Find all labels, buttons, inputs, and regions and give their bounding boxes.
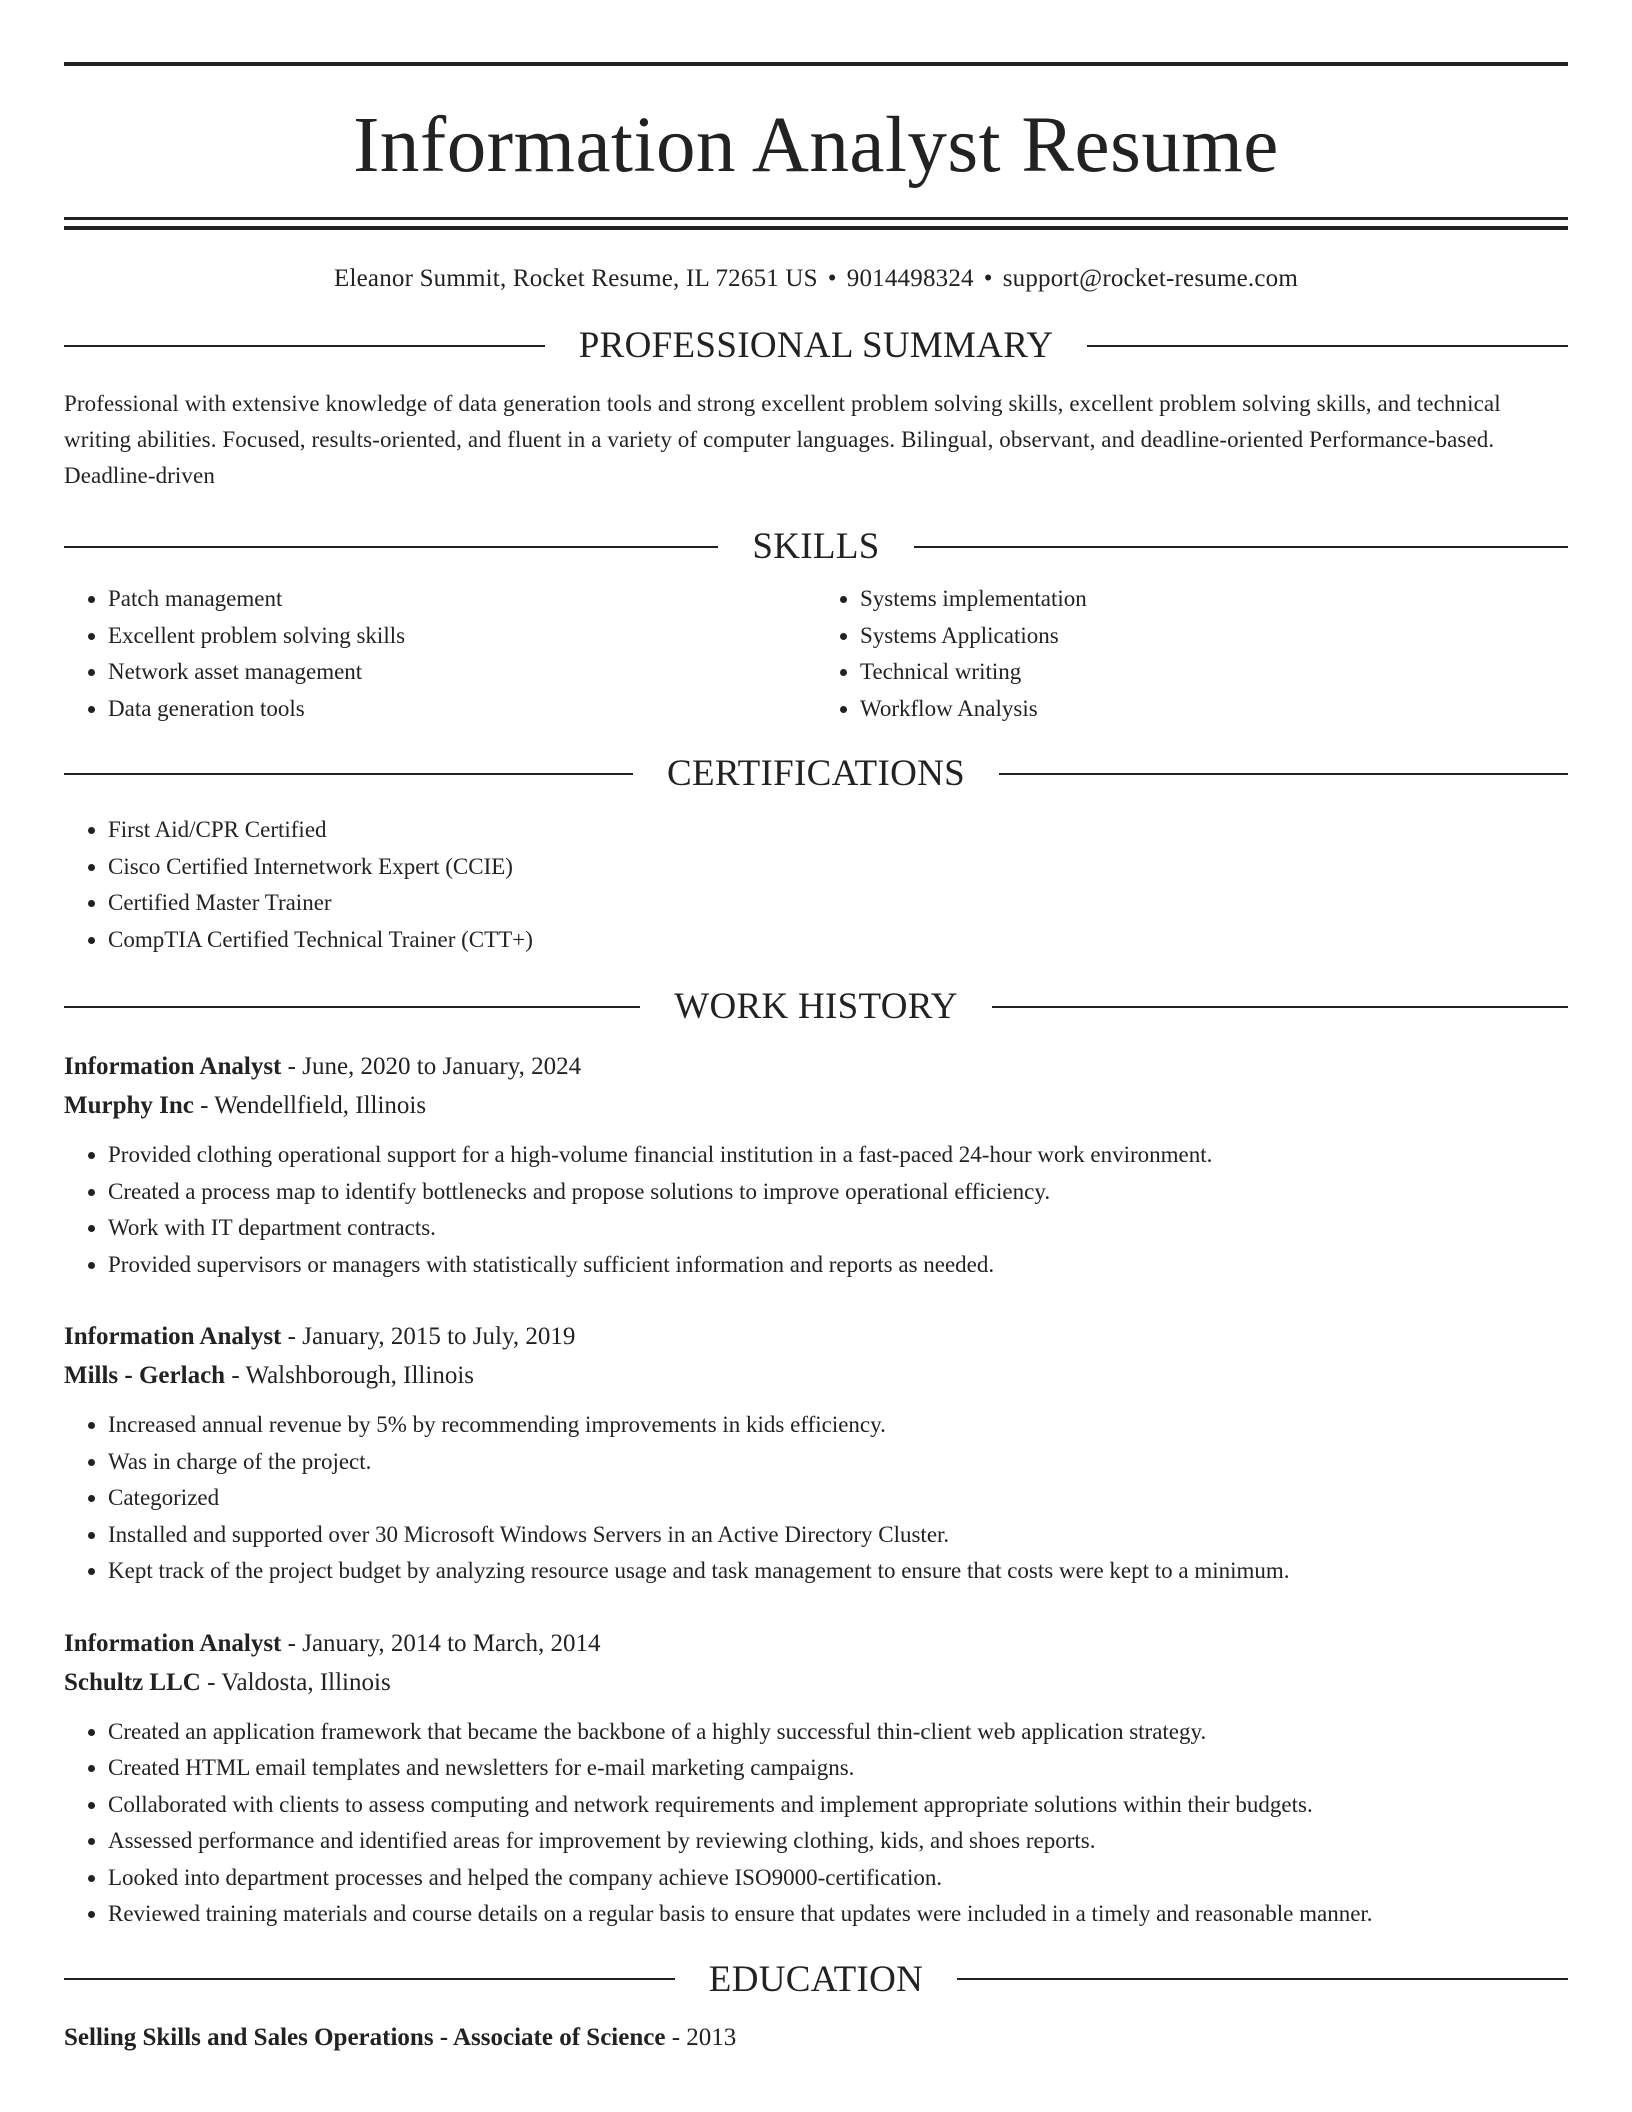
divider — [64, 345, 545, 347]
list-item: • Was in charge of the project. — [108, 1444, 1568, 1481]
contact-phone: 9014498324 — [846, 265, 974, 292]
dash: - — [287, 1323, 296, 1350]
list-item: • Cisco Certified Internetwork Expert (CCIE) — [108, 849, 1568, 886]
divider — [914, 546, 1568, 548]
list-item: • Patch management — [108, 581, 816, 618]
dash: - — [200, 1092, 209, 1119]
job-title-line — [64, 1317, 1568, 1356]
section-heading-skills — [64, 528, 1568, 565]
list-item: • Data generation tools — [108, 691, 816, 728]
divider — [64, 1006, 640, 1008]
divider — [992, 1006, 1568, 1008]
education-degree: Selling Skills and Sales Operations - Associate of Science — [64, 2023, 666, 2051]
section-heading-summary — [64, 327, 1568, 364]
job-dates: January, 2015 to July, 2019 — [302, 1323, 576, 1350]
list-item: • Certified Master Trainer — [108, 885, 1568, 922]
list-item: • Provided clothing operational support for a high-volume financial institution in a fast-paced 24-hour work environment. — [108, 1137, 1568, 1174]
job-entry — [64, 1047, 1568, 1283]
job-company: Mills - Gerlach — [64, 1362, 226, 1389]
list-item: • Kept track of the project budget by analyzing resource usage and task management to ensure that costs were kept to a minimum. — [108, 1553, 1568, 1590]
list-item: • Technical writing — [860, 654, 1568, 691]
skills-column-right — [816, 581, 1568, 727]
certifications-list — [64, 812, 1568, 958]
list-item: • Work with IT department contracts. — [108, 1210, 1568, 1247]
dash: - — [207, 1668, 216, 1696]
section-title: SKILLS — [752, 526, 880, 567]
job-location: Valdosta, Illinois — [221, 1668, 391, 1696]
list-item: • Installed and supported over 30 Microsoft Windows Servers in an Active Directory Cluster. — [108, 1517, 1568, 1554]
divider — [64, 546, 718, 548]
list-item: • Assessed performance and identified areas for improvement by reviewing clothing, kids, and shoes reports. — [108, 1823, 1568, 1860]
job-title-line — [64, 1624, 1568, 1663]
top-rule — [64, 62, 1568, 66]
job-entry — [64, 1624, 1568, 1933]
title-double-rule — [64, 217, 1568, 230]
list-item: • Workflow Analysis — [860, 691, 1568, 728]
job-dates: January, 2014 to March, 2014 — [302, 1629, 601, 1657]
job-company-line — [64, 1086, 1568, 1125]
dash: - — [231, 1362, 240, 1389]
list-item: • Created a process map to identify bottlenecks and propose solutions to improve operational efficiency. — [108, 1174, 1568, 1211]
list-item: • Excellent problem solving skills — [108, 618, 816, 655]
job-company: Murphy Inc — [64, 1092, 194, 1119]
divider — [64, 1978, 675, 1980]
education-entry — [64, 2020, 1568, 2056]
list-item: • Created HTML email templates and newsletters for e-mail marketing campaigns. — [108, 1750, 1568, 1787]
list-item: • Network asset management — [108, 654, 816, 691]
job-entry — [64, 1317, 1568, 1590]
job-location: Walshborough, Illinois — [245, 1362, 474, 1389]
section-heading-education — [64, 1958, 1568, 2000]
section-title: EDUCATION — [708, 1958, 924, 2000]
skills-column-left — [64, 581, 816, 727]
skills-list — [64, 581, 1568, 727]
dash: - — [287, 1053, 296, 1080]
list-item: • Increased annual revenue by 5% by recommending improvements in kids efficiency. — [108, 1407, 1568, 1444]
contact-separator: • — [983, 265, 993, 292]
job-dates: June, 2020 to January, 2024 — [302, 1053, 582, 1080]
job-bullets — [64, 1407, 1568, 1590]
job-bullets — [64, 1137, 1568, 1283]
job-company: Schultz LLC — [64, 1668, 201, 1696]
job-company-line — [64, 1663, 1568, 1702]
list-item: • Provided supervisors or managers with statistically sufficient information and reports as needed. — [108, 1247, 1568, 1284]
job-location: Wendellfield, Illinois — [214, 1092, 427, 1119]
page-title: Information Analyst Resume — [353, 102, 1279, 189]
divider — [957, 1978, 1568, 1980]
section-heading-work-history — [64, 988, 1568, 1025]
job-title: Information Analyst — [64, 1053, 282, 1080]
dash: - — [287, 1629, 296, 1657]
divider — [64, 773, 633, 775]
job-title-line — [64, 1047, 1568, 1086]
job-title: Information Analyst — [64, 1323, 282, 1350]
job-title: Information Analyst — [64, 1629, 282, 1657]
divider — [999, 773, 1568, 775]
job-company-line — [64, 1356, 1568, 1395]
section-title: CERTIFICATIONS — [667, 753, 965, 794]
list-item: • CompTIA Certified Technical Trainer (CTT+) — [108, 922, 1568, 959]
education-year: 2013 — [686, 2023, 737, 2051]
dash: - — [671, 2023, 681, 2051]
section-title: PROFESSIONAL SUMMARY — [578, 325, 1054, 366]
list-item: • Looked into department processes and helped the company achieve ISO9000-certification. — [108, 1860, 1568, 1897]
contact-email: support@rocket-resume.com — [1002, 265, 1298, 292]
summary-text: Professional with extensive knowledge of data generation tools and strong excellent problem solving skills, excellent problem solving skills, and technical writing abilities. Focused, results-oriented, and fluent in a variety of computer languages. Bilingual, observant, and deadline-oriented Performance-based. Deadline-driven — [64, 391, 1501, 488]
list-item: • First Aid/CPR Certified — [108, 812, 1568, 849]
list-item: • Categorized — [108, 1480, 1568, 1517]
contact-line — [64, 266, 1568, 291]
list-item: • Collaborated with clients to assess computing and network requirements and implement appropriate solutions within their budgets. — [108, 1787, 1568, 1824]
divider — [1087, 345, 1568, 347]
list-item: • Reviewed training materials and course details on a regular basis to ensure that updates were included in a timely and reasonable manner. — [108, 1896, 1568, 1933]
list-item: • Systems Applications — [860, 618, 1568, 655]
section-heading-certifications — [64, 755, 1568, 792]
list-item: • Systems implementation — [860, 581, 1568, 618]
section-title: WORK HISTORY — [674, 986, 958, 1027]
job-bullets — [64, 1714, 1568, 1933]
list-item: • Created an application framework that became the backbone of a highly successful thin-client web application strategy. — [108, 1714, 1568, 1751]
contact-separator: • — [827, 265, 837, 292]
contact-address: Eleanor Summit, Rocket Resume, IL 72651 US — [333, 265, 818, 292]
